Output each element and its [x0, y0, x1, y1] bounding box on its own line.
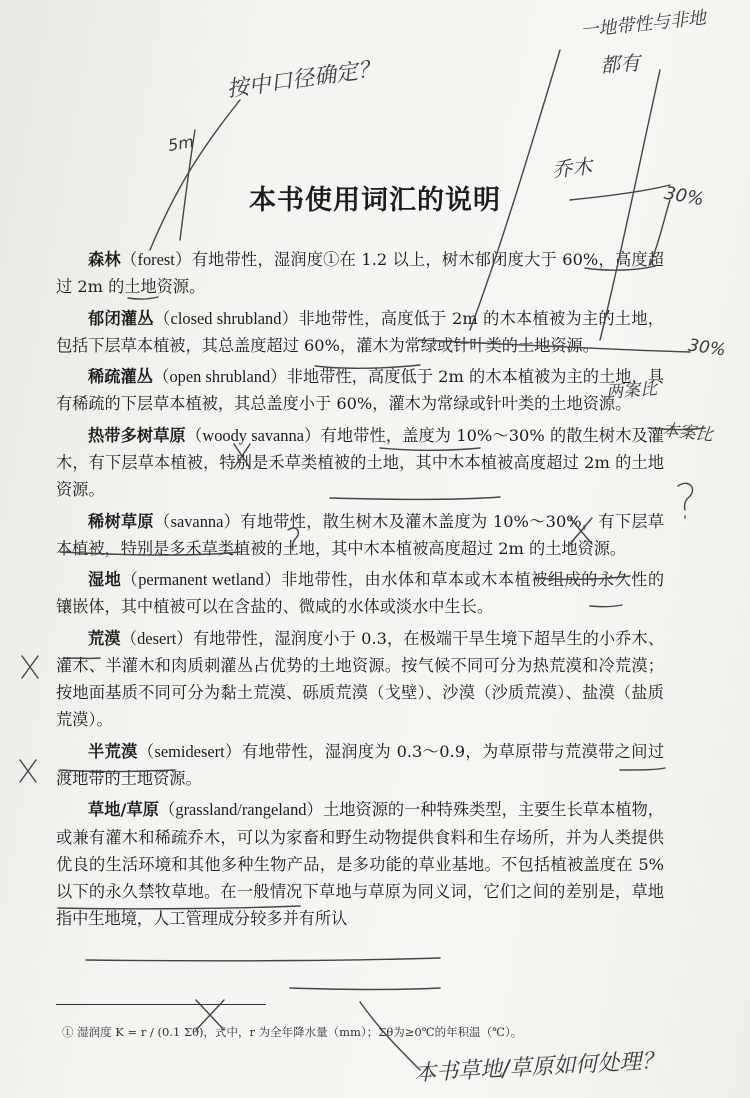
entry-forest: 森林（forest）有地带性，湿润度①在 1.2 以上，树木郁闭度大于 60%，高度超过 2m 的土地资源。: [56, 250, 664, 297]
annotation-bottom-question: 本书草地/草原如何处理？: [413, 1048, 665, 1087]
annotation-both: 都有: [599, 50, 641, 78]
footnote-divider: [56, 1004, 266, 1005]
page-title: 本书使用词汇的说明: [249, 185, 501, 216]
pen-underline-grass2: [86, 958, 440, 961]
annotation-zonal: 一地带性与非地: [579, 7, 707, 42]
entry-semidesert: 半荒漠（semidesert）有地带性，湿润度为 0.3～0.9，为草原带与荒漠带之间过渡地带的土地资源。: [56, 741, 665, 788]
entry-desert: 荒漠（desert）有地带性，湿润度小于 0.3，在极端干旱生境下超旱生的小乔木、灌木、半灌木和肉质刺灌丛占优势的土地资源。按气候不同可分为热荒漠和冷荒漠；按地面基质不同可分为黏土荒漠、砾质荒漠（戈壁）、沙漠（沙质荒漠）、盐漠（盐质荒漠）。: [56, 628, 665, 730]
annotation-tree: 乔木: [551, 153, 594, 183]
annotation-note-a: 两案比: [605, 379, 658, 403]
annotation-30-right: 30%: [686, 335, 728, 361]
pen-question-1: [678, 483, 693, 518]
pen-x-4: [20, 760, 36, 782]
entry-woody-savanna: 热带多树草原（woody savanna）有地带性，盖度为 10%～30% 的散生树木及灌木，有下层草本植被，特别是禾草类植被的土地，其中木本植被高度超过 2m 的土地资源。: [56, 425, 664, 500]
pen-x-3: [22, 656, 38, 678]
annotation-5m: 5m: [166, 131, 196, 156]
pen-underline-grass3: [290, 988, 440, 990]
footnote: ① 湿润度 K = r / (0.1 Σθ)，式中，r 为全年降水量（mm）；Σθ为≥0℃的年积温（℃）。: [62, 1025, 523, 1039]
entry-open-shrubland: 稀疏灌丛（open shrubland）非地带性，高度低于 2m 的木本植被为主的土地，具有稀疏的下层草本植被，其总盖度小于 60%，灌木为常绿或针叶类的土地资源。: [56, 367, 664, 414]
definitions-body: [56, 246, 664, 937]
entry-grassland: 草地/草原（grassland/rangeland）土地资源的一种特殊类型，主要生长草本植物，或兼有灌木和稀疏乔木，可以为家畜和野生动物提供食料和生存场所，并为人类提供优良的生活环境和其他多种生物产品，是多功能的草业基地。不包括植被盖度在 5%以下的永久禁牧草地。在一般情况下草地与草原为同义词，它们之间的差别是，草地指中生地境，人工管理成分较多并有所认: [56, 800, 664, 929]
annotation-note-b: 本案比: [660, 420, 714, 446]
annotation-question-caliber: 按中口径确定？: [225, 56, 382, 103]
pen-line-long-left: [150, 100, 240, 250]
entry-closed-shrubland: 郁闭灌丛（closed shrubland）非地带性，高度低于 2m 的木本植被为主的土地，包括下层草本植被，其总盖度超过 60%，灌木为常绿或针叶类的土地资源。: [56, 308, 664, 355]
entry-permanent-wetland: 湿地（permanent wetland）非地带性，由水体和草本或木本植被组成的永久性的镶嵌体，其中植被可以在含盐的、微咸的水体或淡水中生长。: [56, 570, 665, 617]
annotation-30-top: 30%: [662, 182, 706, 211]
entry-savanna: 稀树草原（savanna）有地带性，散生树木及灌木盖度为 10%～30%，有下层草本植被，特别是多禾草类植被的土地，其中木本植被高度超过 2m 的土地资源。: [56, 511, 664, 558]
